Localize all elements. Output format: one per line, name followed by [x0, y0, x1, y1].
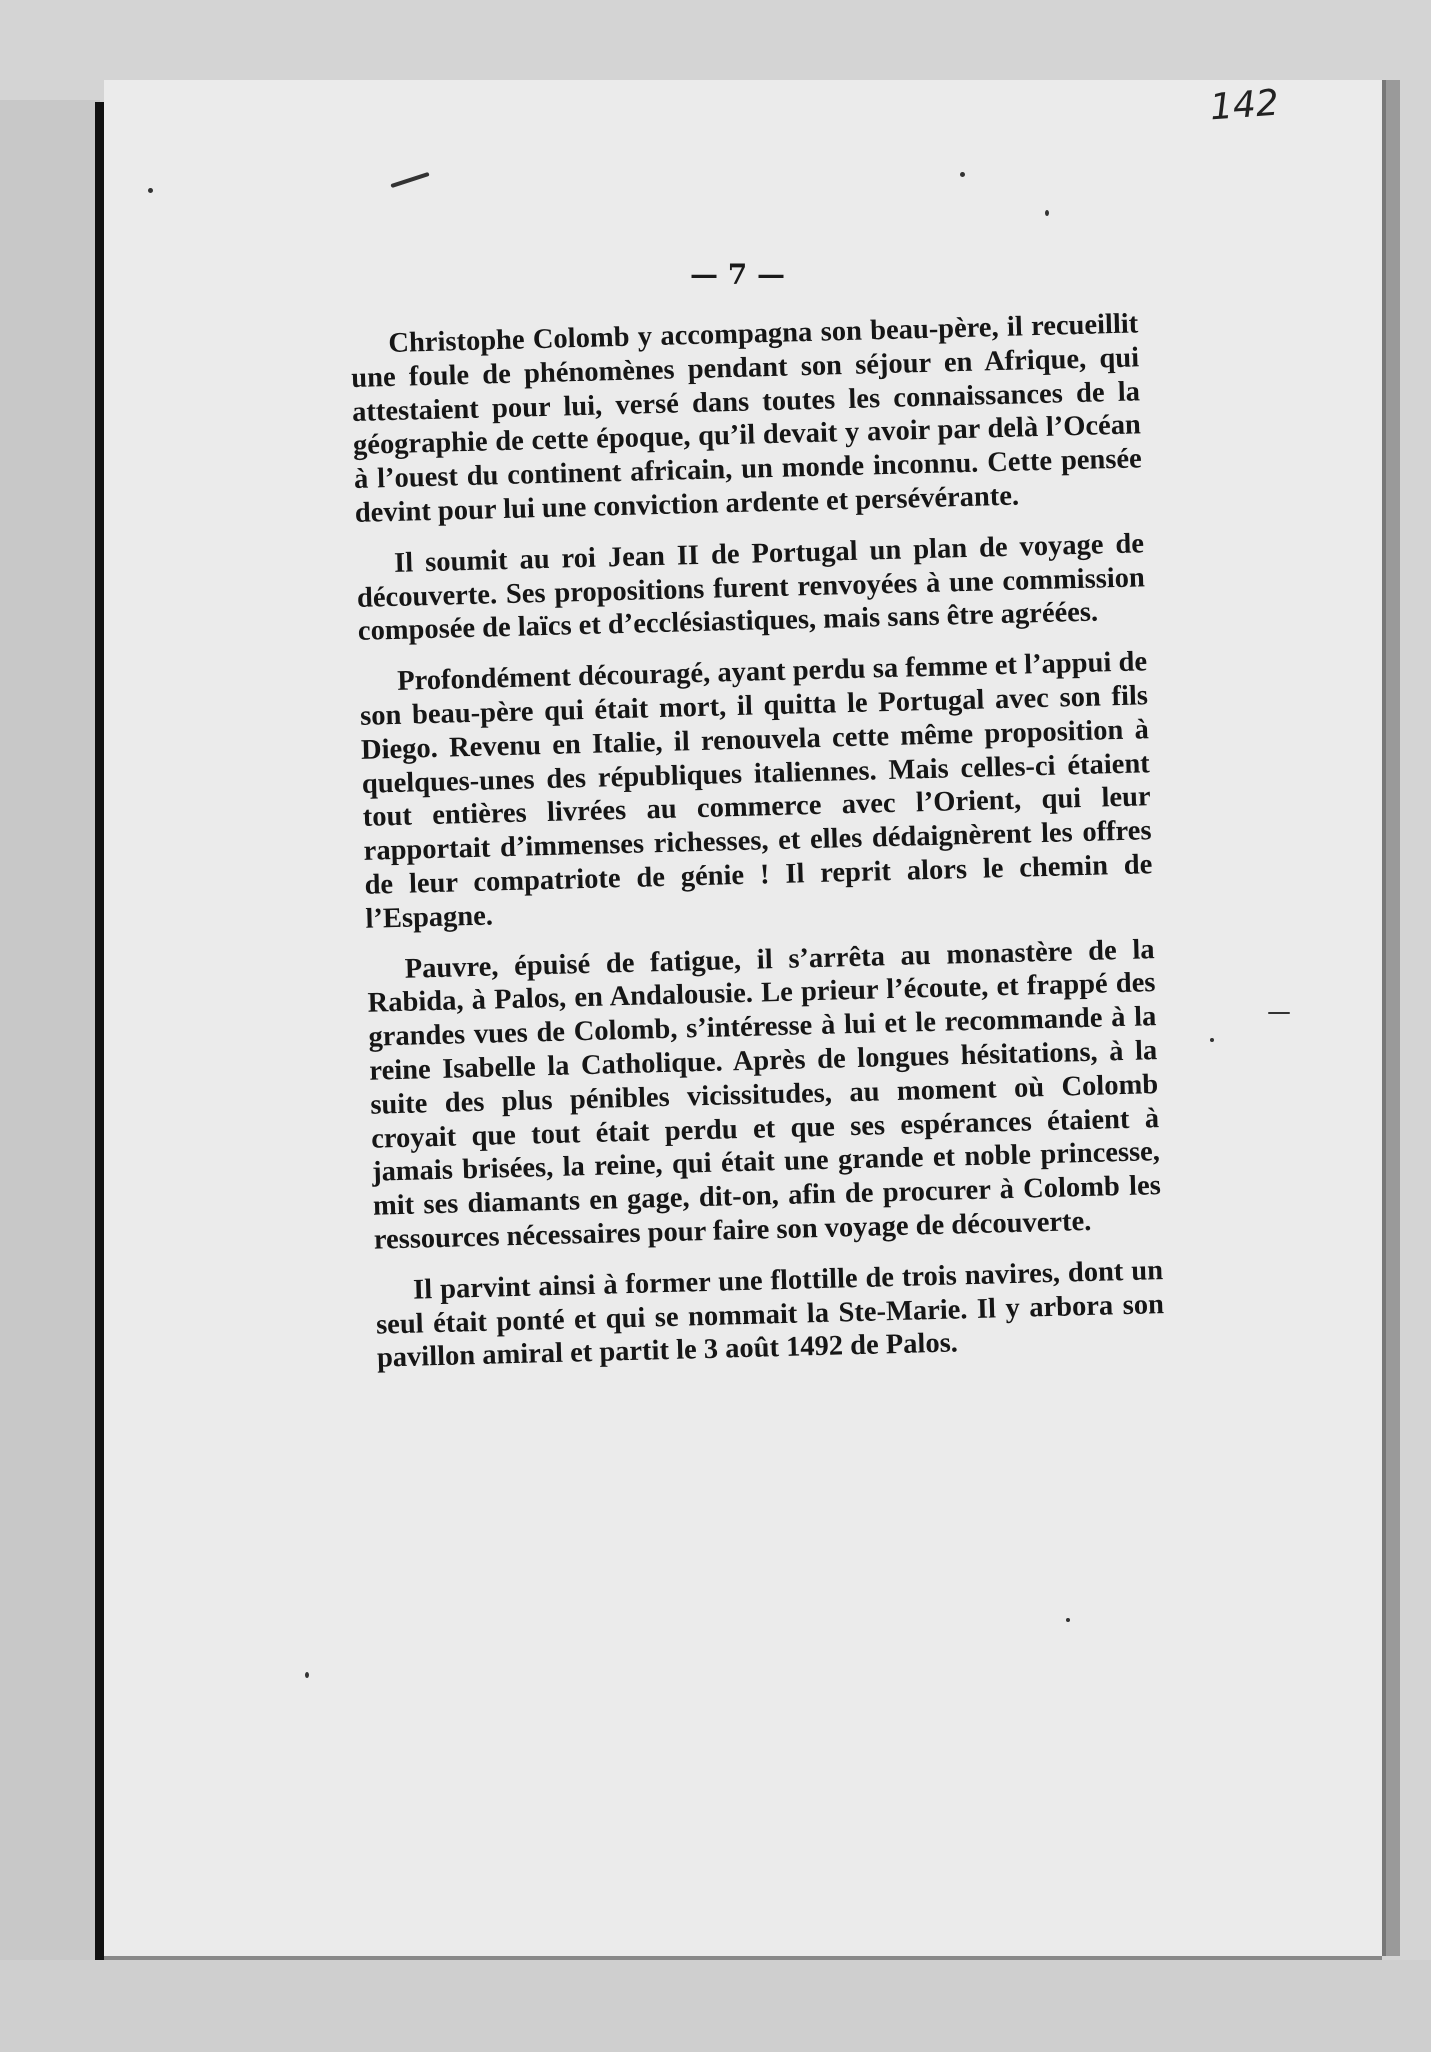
handwritten-folio: 142	[1208, 82, 1281, 129]
paragraph: Profondément découragé, ayant perdu sa femme et l’appui de son beau-père qui était mort, il quitta le Portugal avec son fils Diego. Revenu en Italie, il renouvela cette même proposition à quelques-unes des républiques italiennes. Mais celles-ci étaient tout entières livrées au commerce avec l’Orient, qui leur rapportait d’immenses richesses, et elles dédaignèrent les offres de leur compatriote de génie ! Il reprit alors le chemin de l’Espagne.	[359, 646, 1153, 935]
scan-speck	[148, 188, 153, 193]
book-spine	[95, 102, 104, 1960]
scan-speck	[1268, 1012, 1290, 1014]
body-text	[350, 307, 1165, 1375]
paragraph: Il parvint ainsi à former une flottille de trois navires, dont un seul était ponté et qui se nommait la Ste-Marie. Il y arbora son pavillon amiral et partit le 3 août 1492 de Palos.	[375, 1254, 1165, 1374]
scan-speck	[960, 172, 965, 177]
scan-speck	[1066, 1618, 1070, 1622]
page-edge	[1386, 80, 1400, 1956]
paragraph: Il soumit au roi Jean II de Portugal un plan de voyage de découverte. Ses propositions furent renvoyées à une commission composée de laïcs et d’ecclésiastiques, mais sans être agréées.	[356, 528, 1146, 648]
facing-page	[0, 100, 100, 1960]
page-number: — 7 —	[690, 258, 785, 291]
scan-speck	[305, 1672, 309, 1678]
paragraph: Christophe Colomb y accompagna son beau-père, il recueillit une foule de phénomènes pendant son séjour en Afrique, qui attestaient pour lui, versé dans toutes les connaissances de la géographie de cette époque, qu’il devait y avoir par delà l’Océan à l’ouest du continent africain, un monde inconnu. Cette pensée devint pour lui une conviction ardente et persévérante.	[350, 308, 1143, 529]
scan-background	[0, 1960, 1431, 2052]
paragraph: Pauvre, épuisé de fatigue, il s’arrêta au monastère de la Rabida, à Palos, en Andalousie. Le prieur l’écoute, et frappé des grandes vues de Colomb, s’intéresse à lui et le recommande à la reine Isabelle la Catholique. Après de longues hésitations, à la suite des plus pénibles vicissitudes, au moment où Colomb croyait que tout était perdu et que ses espérances étaient à jamais brisées, la reine, qui était une grande et noble princesse, mit ses diamants en gage, dit-on, afin de procurer à Colomb les ressources nécessaires pour faire son voyage de découverte.	[367, 933, 1162, 1256]
scan-speck	[1210, 1038, 1214, 1042]
scan-speck	[1045, 210, 1049, 216]
